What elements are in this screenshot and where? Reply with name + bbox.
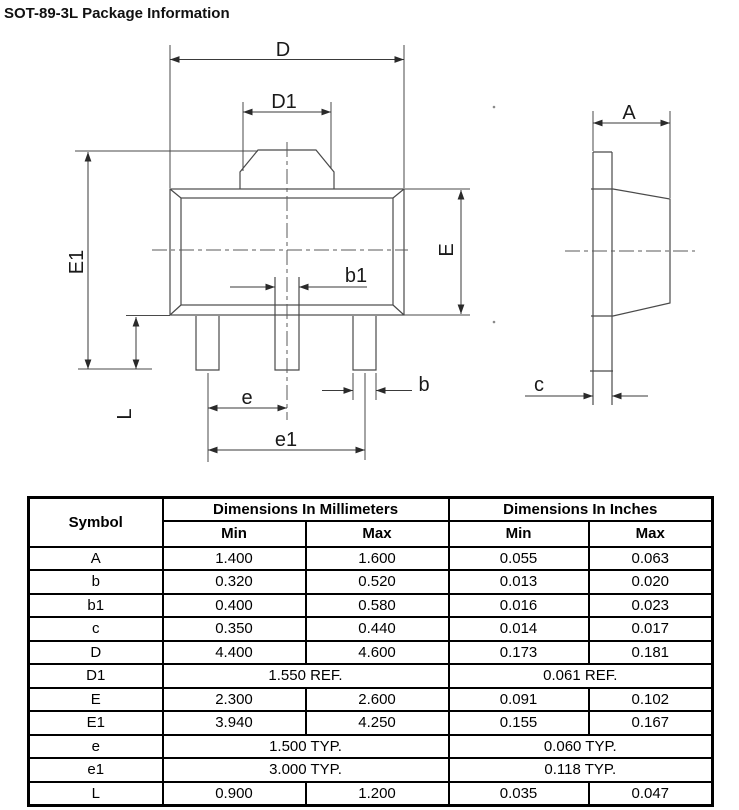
mm-max-cell: 1.600 [306, 547, 449, 571]
in-max-cell: 0.047 [589, 782, 713, 806]
header-mm-max: Max [306, 521, 449, 547]
mm-min-cell: 0.900 [163, 782, 306, 806]
dim-E [404, 189, 470, 315]
label-e: e [241, 387, 253, 409]
label-c: c [534, 374, 544, 396]
in-min-cell: 0.155 [449, 711, 589, 735]
header-symbol: Symbol [29, 498, 163, 547]
dim-c [525, 374, 648, 396]
table-row [29, 782, 713, 806]
table-row [29, 594, 713, 618]
mm-span-cell: 3.000 TYP. [163, 758, 449, 782]
table-row [29, 688, 713, 712]
stray-dot [493, 321, 496, 324]
header-in-min: Min [449, 521, 589, 547]
table-row [29, 617, 713, 641]
symbol-cell: e1 [29, 758, 163, 782]
table-row [29, 570, 713, 594]
in-span-cell: 0.118 TYP. [449, 758, 713, 782]
mm-max-cell: 0.440 [306, 617, 449, 641]
in-max-cell: 0.181 [589, 641, 713, 665]
mm-max-cell: 0.580 [306, 594, 449, 618]
pin-3 [353, 316, 376, 370]
mm-min-cell: 3.940 [163, 711, 306, 735]
label-b1: b1 [344, 265, 368, 287]
header-in-max: Max [589, 521, 713, 547]
dim-D [170, 39, 404, 188]
label-E1: E1 [66, 249, 88, 275]
label-e1: e1 [274, 429, 298, 451]
in-min-cell: 0.016 [449, 594, 589, 618]
header-inches: Dimensions In Inches [449, 498, 713, 521]
symbol-cell: D1 [29, 664, 163, 688]
front-view [152, 142, 408, 420]
side-body [591, 189, 670, 316]
mm-min-cell: 0.400 [163, 594, 306, 618]
symbol-cell: D [29, 641, 163, 665]
label-E: E [436, 243, 458, 257]
in-span-cell: 0.061 REF. [449, 664, 713, 688]
mm-min-cell: 4.400 [163, 641, 306, 665]
label-D: D [275, 39, 291, 61]
symbol-cell: E [29, 688, 163, 712]
symbol-cell: A [29, 547, 163, 571]
table-row [29, 735, 713, 759]
table-row [29, 641, 713, 665]
symbol-cell: E1 [29, 711, 163, 735]
table-row [29, 664, 713, 688]
in-max-cell: 0.023 [589, 594, 713, 618]
header-millimeters: Dimensions In Millimeters [163, 498, 449, 521]
mm-min-cell: 1.400 [163, 547, 306, 571]
table-row [29, 758, 713, 782]
in-max-cell: 0.167 [589, 711, 713, 735]
mm-min-cell: 0.320 [163, 570, 306, 594]
label-b: b [418, 374, 430, 396]
mm-span-cell: 1.550 REF. [163, 664, 449, 688]
symbol-cell: e [29, 735, 163, 759]
mm-min-cell: 0.350 [163, 617, 306, 641]
in-min-cell: 0.091 [449, 688, 589, 712]
in-min-cell: 0.035 [449, 782, 589, 806]
in-min-cell: 0.173 [449, 641, 589, 665]
mm-max-cell: 1.200 [306, 782, 449, 806]
mm-max-cell: 0.520 [306, 570, 449, 594]
label-D1: D1 [271, 91, 297, 113]
in-max-cell: 0.102 [589, 688, 713, 712]
dim-A [593, 102, 670, 198]
symbol-cell: b1 [29, 594, 163, 618]
dim-b [322, 373, 430, 400]
page-title: SOT-89-3L Package Information [4, 5, 230, 22]
mm-max-cell: 4.250 [306, 711, 449, 735]
in-max-cell: 0.020 [589, 570, 713, 594]
side-view [565, 152, 695, 405]
in-max-cell: 0.017 [589, 617, 713, 641]
dimensions-table [27, 496, 714, 807]
in-span-cell: 0.060 TYP. [449, 735, 713, 759]
mm-max-cell: 2.600 [306, 688, 449, 712]
label-A: A [622, 102, 636, 124]
in-min-cell: 0.055 [449, 547, 589, 571]
label-L: L [114, 408, 136, 420]
pin-1 [196, 316, 219, 370]
mm-min-cell: 2.300 [163, 688, 306, 712]
in-min-cell: 0.013 [449, 570, 589, 594]
table-row [29, 711, 713, 735]
dim-E1 [66, 151, 258, 369]
stray-dot [493, 106, 496, 109]
symbol-cell: b [29, 570, 163, 594]
mm-span-cell: 1.500 TYP. [163, 735, 449, 759]
table-row [29, 547, 713, 571]
dim-L [114, 316, 170, 420]
dim-D1 [243, 91, 331, 171]
symbol-cell: c [29, 617, 163, 641]
header-mm-min: Min [163, 521, 306, 547]
in-min-cell: 0.014 [449, 617, 589, 641]
symbol-cell: L [29, 782, 163, 806]
in-max-cell: 0.063 [589, 547, 713, 571]
mm-max-cell: 4.600 [306, 641, 449, 665]
